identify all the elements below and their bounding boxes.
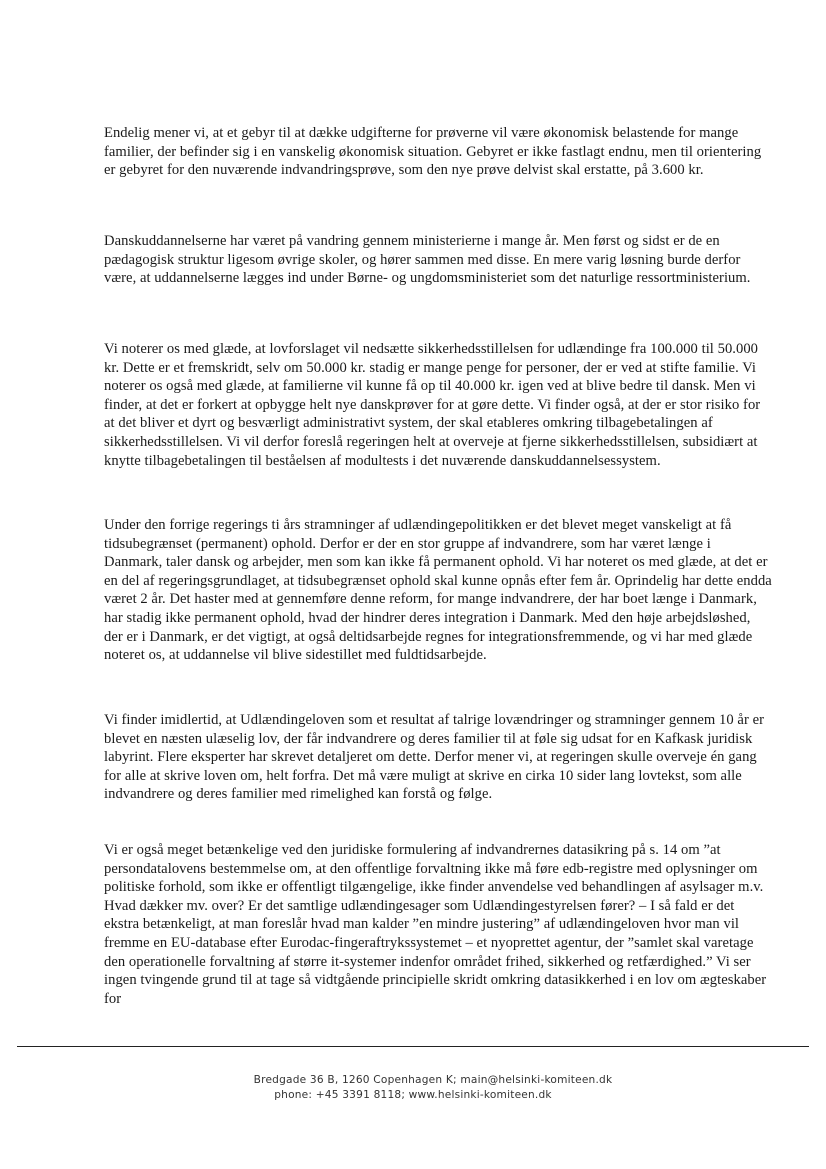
paragraph-security-deposit: Vi noterer os med glæde, at lovforslaget vil nedsætte sikkerhedsstillelsen for udlændinge fra 100.000 til 50.000 kr. Dette er et fremskridt, selv om 50.000 kr. stadig er mange penge for personer, der er ved at stifte familie. Vi noterer os også med glæde, at familierne vil kunne få op til 40.000 kr. igen ved at blive bedre til dansk. Men vi finder, at det er forkert at opbygge helt nye danskprøver for at gøre dette. Vi finder også, at der er stor risiko for at det bliver et dyrt og besværligt administrativt system, der skal etableres omkring tilbagebetalingen af sikkerhedsstillelsen. Vi vil derfor foreslå regeringen helt at overveje at fjerne sikkerhedsstillelsen, subsidiært at knytte tilbagebetalingen til beståelsen af modultests i det nuværende danskuddannelsessystem. bbox=[104, 341, 761, 469]
footer-contact: phone: +45 3391 8118; www.helsinki-komiteen.dk bbox=[274, 1089, 552, 1101]
footer-divider bbox=[17, 1046, 809, 1047]
paragraph-data-security: Vi er også meget betænkelige ved den juridiske formulering af indvandrernes datasikring på s. 14 om ”at persondatalovens bestemmelse om, at den offentlige forvaltning ikke må føre edb-registre med oplysninger om politiske forhold, som ikke er offentligt tilgængelige, ikke finder anvendelse ved behandlingen af asylsager m.v. Hvad dækker mv. over? Er det samtlige udlændingesager som Udlændingestyrelsen fører? – I så fald er det ekstra betænkeligt, at man foreslår hvad man kalder ”en mindre justering” af udlændingeloven hvor man vil fremme en EU-database efter Eurodac-fingeraftrykssystemet – et nyoprettet agentur, der ”samlet skal varetage den operationelle forvaltning af større it-systemer indenfor området frihed, sikkerhed og retfærdighed.” Vi ser ingen tvingende grund til at tage så vidtgående principielle skridt omkring datasikkerhed i en lov om ægteskaber for bbox=[104, 842, 767, 1007]
paragraph-permanent-residence: Under den forrige regerings ti års stramninger af udlændingepolitikken er det blevet meget vanskeligt at få tidsubegrænset (permanent) ophold. Derfor er der en stor gruppe af indvandrere, som har været længe i Danmark, taler dansk og arbejder, men som kan ikke få permanent ophold. Vi har noteret os med glæde, at det er en del af regeringsgrundlaget, at tidsubegrænset ophold skal kunne opnås efter fem år. Oprindelig har dette endda været 2 år. Det haster med at gennemføre denne reform, for mange indvandrere, der har boet længe i Danmark, har stadig ikke permanent ophold, hvad der hindrer deres integration i Danmark. Med den høje arbejdsløshed, der er i Danmark, er det vigtigt, at også deltidsarbejde regnes for integrationsfremmende, og vi har med glæde noteret os, at uddannelse vil blive sidestillet med fuldtidsarbejde. bbox=[104, 517, 772, 664]
footer bbox=[0, 1073, 826, 1103]
paragraph-immigration-law: Vi finder imidlertid, at Udlændingeloven som et resultat af talrige lovændringer og stramninger gennem 10 år er blevet en næsten ulæselig lov, der får indvandrere og deres familier til at føle sig udsat for en Kafkask juridisk labyrint. Flere eksperter har skrevet detaljeret om dette. Derfor mener vi, at regeringen skulle overveje én gang for alle at skrive loven om, helt forfra. Det må være muligt at skrive en cirka 10 sider lang lovtekst, som alle indvandrere og deres familier med rimelighed kan forstå og følge. bbox=[104, 712, 765, 803]
footer-address: Bredgade 36 B, 1260 Copenhagen K; main@helsinki-komiteen.dk bbox=[253, 1074, 613, 1086]
paragraph-language-education: Danskuddannelserne har været på vandring gennem ministerierne i mange år. Men først og sidst er de en pædagogisk struktur ligesom øvrige skoler, og hører sammen med disse. En mere varig løsning burde derfor være, at uddannelserne lægges ind under Børne- og ungdomsministeriet som det naturlige ressortministerium. bbox=[104, 233, 751, 287]
paragraph-fee: Endelig mener vi, at et gebyr til at dække udgifterne for prøverne vil være økonomisk belastende for mange familier, der befinder sig i en vanskelig økonomisk situation. Gebyret er ikke fastlagt endnu, men til orientering er gebyret for den nuværende indvandringsprøve, som den nye prøve delvist skal erstatte, på 3.600 kr. bbox=[104, 125, 762, 179]
